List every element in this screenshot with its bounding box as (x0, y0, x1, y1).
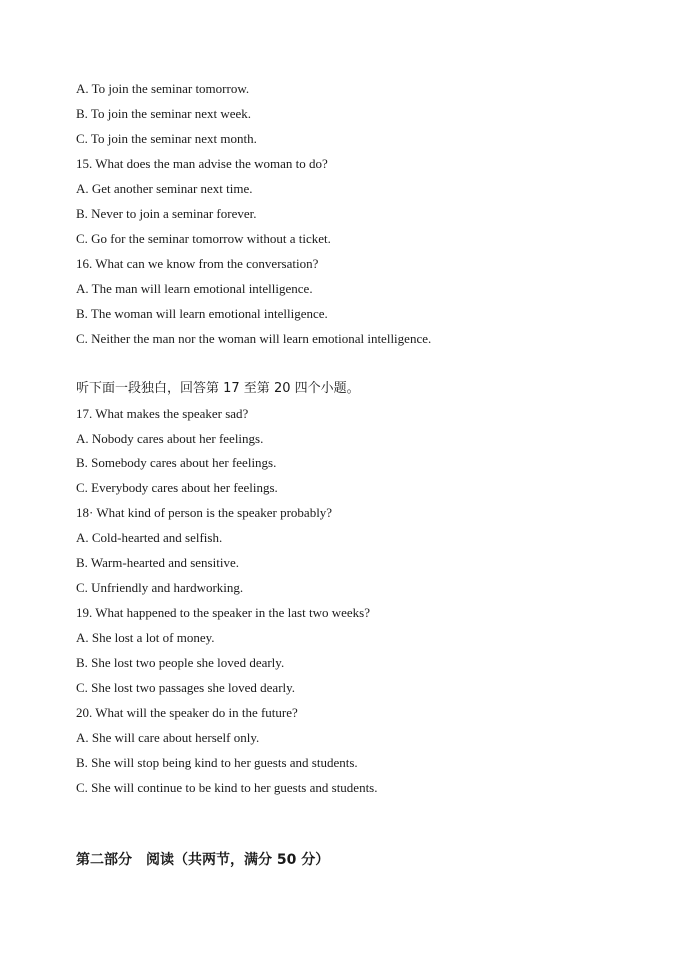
q16-option-a: A. The man will learn emotional intelligence. (76, 281, 313, 296)
q17-question: 17. What makes the speaker sad? (76, 406, 249, 421)
q16-option-c: C. Neither the man nor the woman will learn emotional intelligence. (76, 331, 432, 346)
monologue-instruction: 听下面一段独白，回答第 17 至第 20 四个小题。 (76, 381, 360, 396)
q19-option-b: B. She lost two people she loved dearly. (76, 655, 285, 670)
q14-option-a: A. To join the seminar tomorrow. (76, 81, 250, 96)
q15-question: 15. What does the man advise the woman to do? (76, 156, 328, 171)
q17-option-c: C. Everybody cares about her feelings. (76, 480, 278, 495)
q20-option-b: B. She will stop being kind to her guests and students. (76, 755, 358, 770)
q19-option-a: A. She lost a lot of money. (76, 630, 215, 645)
q15-option-b: B. Never to join a seminar forever. (76, 206, 257, 221)
q15-option-c: C. Go for the seminar tomorrow without a ticket. (76, 231, 331, 246)
q18-option-c: C. Unfriendly and hardworking. (76, 580, 244, 595)
q20-option-c: C. She will continue to be kind to her guests and students. (76, 780, 378, 795)
q17-option-a: A. Nobody cares about her feelings. (76, 431, 264, 446)
q15-option-a: A. Get another seminar next time. (76, 181, 253, 196)
q20-question: 20. What will the speaker do in the future? (76, 705, 298, 720)
q17-option-b: B. Somebody cares about her feelings. (76, 455, 277, 470)
q18-question: 18· What kind of person is the speaker probably? (76, 505, 333, 520)
q19-question: 19. What happened to the speaker in the last two weeks? (76, 605, 370, 620)
q16-option-b: B. The woman will learn emotional intelligence. (76, 306, 328, 321)
q18-option-b: B. Warm-hearted and sensitive. (76, 555, 239, 570)
q16-question: 16. What can we know from the conversation? (76, 256, 319, 271)
q20-option-a: A. She will care about herself only. (76, 730, 260, 745)
q14-option-c: C. To join the seminar next month. (76, 131, 257, 146)
q18-option-a: A. Cold-hearted and selfish. (76, 530, 223, 545)
q14-option-b: B. To join the seminar next week. (76, 106, 252, 121)
q19-option-c: C. She lost two passages she loved dearly. (76, 680, 296, 695)
section-heading: 第二部分 阅读（共两节，满分 50 分） (76, 852, 330, 868)
